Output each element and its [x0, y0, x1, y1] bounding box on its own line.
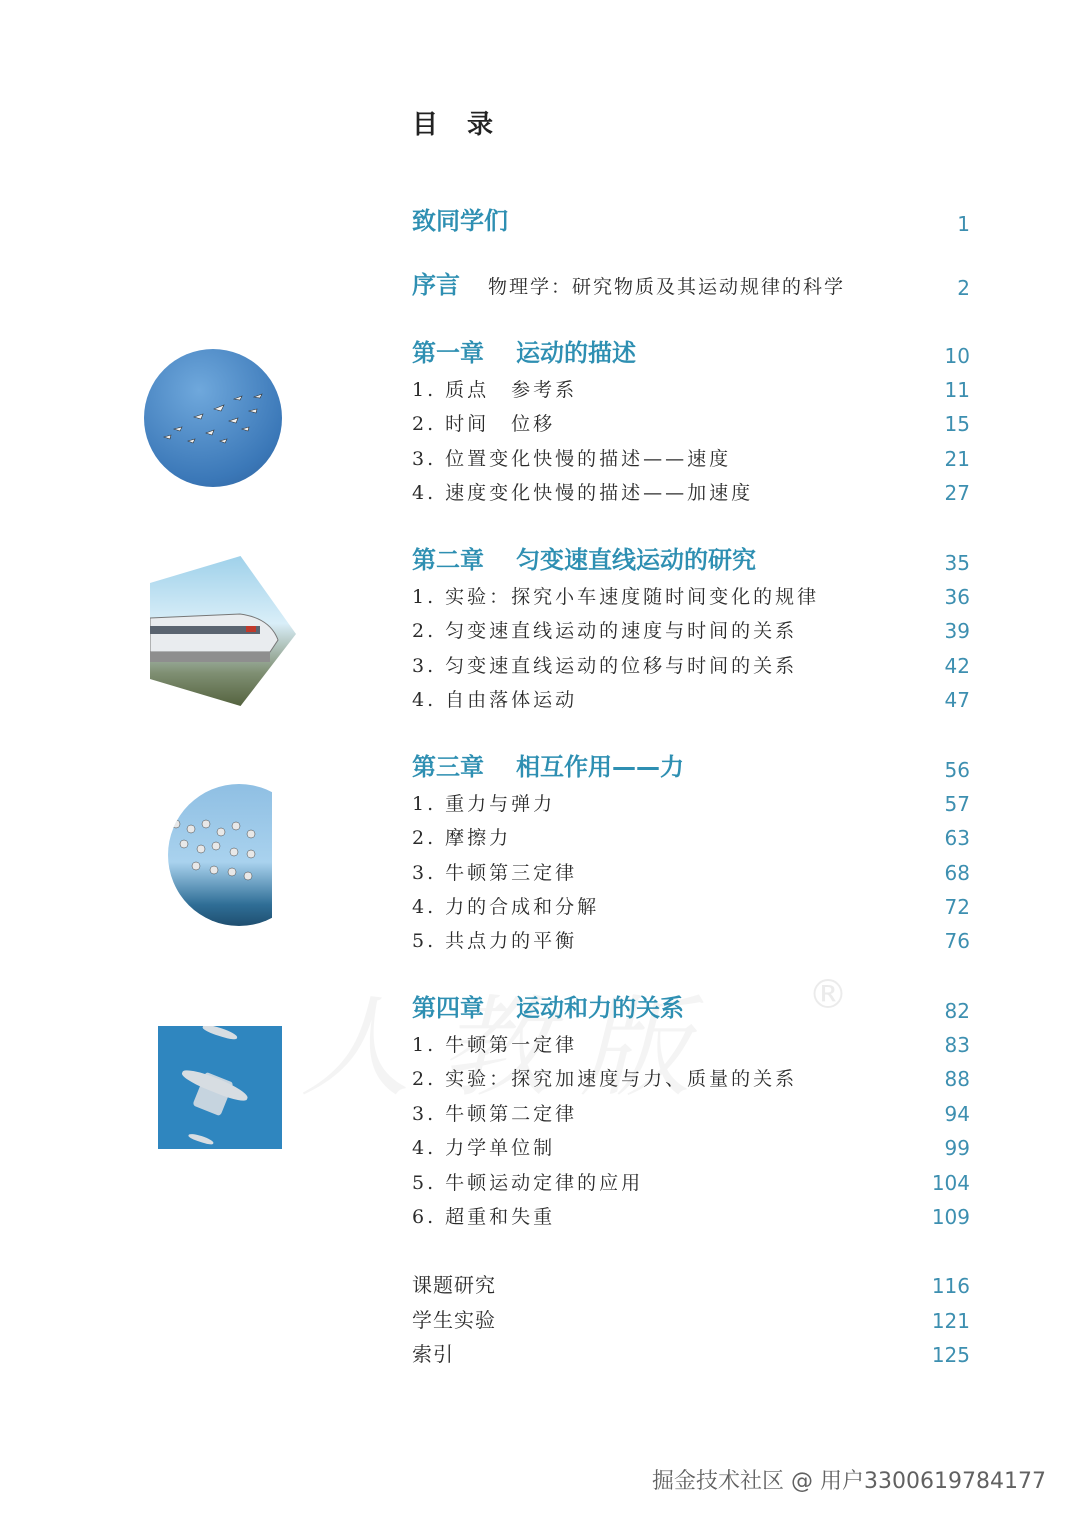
page-number: 121 — [931, 1309, 970, 1333]
toc-section[interactable] — [412, 406, 970, 440]
page-number: 82 — [944, 999, 970, 1023]
toc-chapter-1[interactable] — [412, 338, 970, 372]
section-label: 4. 速度变化快慢的描述——加速度 — [412, 482, 754, 504]
toc-entry-preface[interactable] — [412, 270, 970, 304]
section-label: 1. 重力与弹力 — [412, 793, 556, 815]
chapter-title: 相互作用——力 — [516, 753, 684, 781]
section-label: 3. 位置变化快慢的描述——速度 — [412, 448, 732, 470]
entry-label: 索引 — [412, 1342, 454, 1366]
fighter-jets-photo — [158, 1026, 282, 1149]
toc-section[interactable] — [412, 1199, 970, 1233]
source-watermark: 掘金技术社区 @ 用户3300619784177 — [652, 1469, 1046, 1494]
section-label: 1. 牛顿第一定律 — [412, 1034, 578, 1056]
section-label: 3. 牛顿第二定律 — [412, 1103, 578, 1125]
chapter-title: 运动和力的关系 — [516, 994, 684, 1022]
page-number: 88 — [944, 1067, 970, 1091]
section-label: 5. 牛顿运动定律的应用 — [412, 1172, 644, 1194]
chapter-title: 运动的描述 — [516, 339, 636, 367]
toc-section[interactable] — [412, 372, 970, 406]
page-number: 36 — [944, 585, 970, 609]
page-number: 11 — [944, 378, 970, 402]
section-label: 1. 质点 参考系 — [412, 379, 578, 401]
registered-mark: ® — [808, 972, 848, 1018]
toc-section[interactable] — [412, 820, 970, 854]
toc-section[interactable] — [412, 579, 970, 613]
entry-subtitle: 物理学：研究物质及其运动规律的科学 — [488, 276, 846, 298]
toc-section[interactable] — [412, 1130, 970, 1164]
entry-label: 致同学们 — [412, 207, 508, 235]
section-label: 4. 力的合成和分解 — [412, 896, 600, 918]
page-number: 47 — [944, 688, 970, 712]
page-number: 116 — [931, 1274, 970, 1298]
toc-chapter-2[interactable] — [412, 545, 970, 579]
page-number: 104 — [931, 1171, 970, 1195]
page-number: 56 — [944, 758, 970, 782]
page-number: 63 — [944, 826, 970, 850]
section-label: 2. 匀变速直线运动的速度与时间的关系 — [412, 620, 798, 642]
toc-section[interactable] — [412, 1027, 970, 1061]
chapter-number: 第三章 — [412, 753, 484, 781]
page-number: 2 — [957, 276, 970, 300]
toc-section[interactable] — [412, 1165, 970, 1199]
entry-label: 课题研究 — [412, 1273, 496, 1297]
toc-entry-index[interactable] — [412, 1337, 970, 1371]
toc-section[interactable] — [412, 1096, 970, 1130]
toc-section[interactable] — [412, 923, 970, 957]
section-label: 2. 时间 位移 — [412, 413, 556, 435]
page-number: 76 — [944, 929, 970, 953]
page-number: 21 — [944, 447, 970, 471]
maglev-train-photo — [150, 556, 296, 706]
page-number: 35 — [944, 551, 970, 575]
skydivers-formation-photo — [156, 784, 272, 926]
chapter-number: 第二章 — [412, 546, 484, 574]
section-label: 5. 共点力的平衡 — [412, 930, 578, 952]
page-number: 57 — [944, 792, 970, 816]
page-number: 15 — [944, 412, 970, 436]
toc-chapter-3[interactable] — [412, 752, 970, 786]
section-label: 3. 牛顿第三定律 — [412, 862, 578, 884]
page-number: 109 — [931, 1205, 970, 1229]
toc-section[interactable] — [412, 613, 970, 647]
section-label: 2. 摩擦力 — [412, 827, 512, 849]
toc-section[interactable] — [412, 786, 970, 820]
section-label: 3. 匀变速直线运动的位移与时间的关系 — [412, 655, 798, 677]
toc-section[interactable] — [412, 441, 970, 475]
section-label: 6. 超重和失重 — [412, 1206, 556, 1228]
section-label: 4. 力学单位制 — [412, 1137, 556, 1159]
section-label: 4. 自由落体运动 — [412, 689, 578, 711]
page-number: 27 — [944, 481, 970, 505]
chapter-number: 第四章 — [412, 994, 484, 1022]
entry-label: 序言 — [412, 271, 460, 299]
page-number: 10 — [944, 344, 970, 368]
chapter-title: 匀变速直线运动的研究 — [516, 546, 756, 574]
toc-section[interactable] — [412, 855, 970, 889]
toc-section[interactable] — [412, 475, 970, 509]
page-number: 99 — [944, 1136, 970, 1160]
chapter-number: 第一章 — [412, 339, 484, 367]
page-number: 72 — [944, 895, 970, 919]
toc-entry-to-students[interactable] — [412, 206, 970, 240]
toc-section[interactable] — [412, 682, 970, 716]
entry-label: 学生实验 — [412, 1308, 496, 1332]
toc-section[interactable] — [412, 648, 970, 682]
page-number: 68 — [944, 861, 970, 885]
toc-chapter-4[interactable] — [412, 993, 970, 1027]
page-number: 94 — [944, 1102, 970, 1126]
page-title: 目 录 — [412, 110, 504, 140]
page-number: 42 — [944, 654, 970, 678]
toc-section[interactable] — [412, 1061, 970, 1095]
birds-flying-photo — [144, 349, 282, 487]
page-number: 125 — [931, 1343, 970, 1367]
toc-entry-research[interactable] — [412, 1268, 970, 1302]
toc-entry-experiments[interactable] — [412, 1303, 970, 1337]
section-label: 2. 实验：探究加速度与力、质量的关系 — [412, 1068, 798, 1090]
section-label: 1. 实验：探究小车速度随时间变化的规律 — [412, 586, 820, 608]
page-number: 39 — [944, 619, 970, 643]
page-number: 1 — [957, 212, 970, 236]
page-number: 83 — [944, 1033, 970, 1057]
toc-section[interactable] — [412, 889, 970, 923]
